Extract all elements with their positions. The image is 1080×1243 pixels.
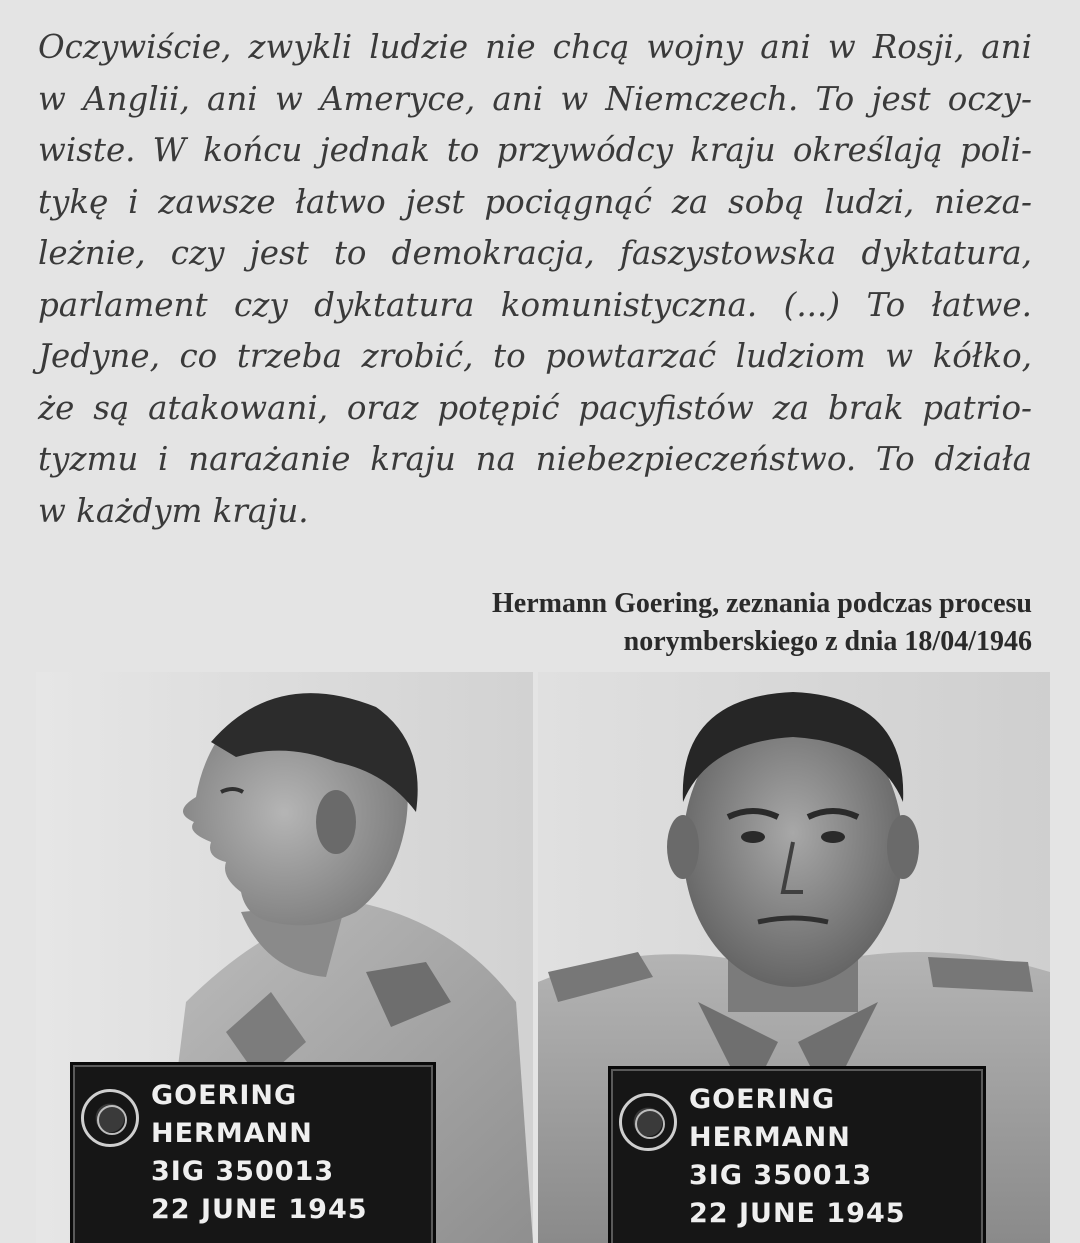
quote-line: że są atakowani, oraz potępić pacyfistów za brak patrio- [38, 388, 1032, 427]
us-army-seal-icon [619, 1093, 677, 1151]
attribution-line: norymberskiego z dnia 18/04/1946 [623, 626, 1032, 657]
placard-text [689, 1081, 906, 1233]
placard-surname: GOERING [151, 1080, 298, 1111]
placard-date: 22 JUNE 1945 [151, 1194, 368, 1225]
placard [608, 1066, 986, 1243]
attribution-line: Hermann Goering, zeznania podczas procesu [491, 588, 1032, 619]
quote-line: tykę i zawsze łatwo jest pociągnąć za sobą ludzi, nieza- [38, 182, 1032, 221]
mugshot-profile-photo [36, 672, 533, 1243]
placard-surname: GOERING [689, 1084, 836, 1115]
quote-line: parlament czy dyktatura komunistyczna. (...) To łatwe. [38, 285, 1032, 324]
quote-line: w każdym kraju. [38, 491, 309, 530]
placard [70, 1062, 436, 1243]
us-army-seal-icon [81, 1089, 139, 1147]
quote-line: Oczywiście, zwykli ludzie nie chcą wojny ani w Rosji, ani [38, 28, 1032, 66]
mugshot-front-photo [538, 672, 1050, 1243]
quote-line: tyzmu i narażanie kraju na niebezpieczeństwo. To działa [38, 440, 1032, 478]
quote-line: wiste. W końcu jednak to przywódcy kraju określają poli- [38, 131, 1032, 169]
placard-text [151, 1077, 368, 1229]
placard-id-number: 3IG 350013 [151, 1156, 335, 1187]
quote-line: leżnie, czy jest to demokracja, faszystowska dyktatura, [38, 234, 1032, 272]
placard-given-name: HERMANN [151, 1118, 313, 1149]
quote-line: Jedyne, co trzeba zrobić, to powtarzać ludziom w kółko, [38, 337, 1032, 375]
placard-given-name: HERMANN [689, 1122, 851, 1153]
placard-id-number: 3IG 350013 [689, 1160, 873, 1191]
quote-attribution [492, 585, 1032, 661]
placard-date: 22 JUNE 1945 [689, 1198, 906, 1229]
quote-line: w Anglii, ani w Ameryce, ani w Niemczech. To jest oczy- [38, 79, 1032, 118]
quote-text [38, 22, 1032, 537]
